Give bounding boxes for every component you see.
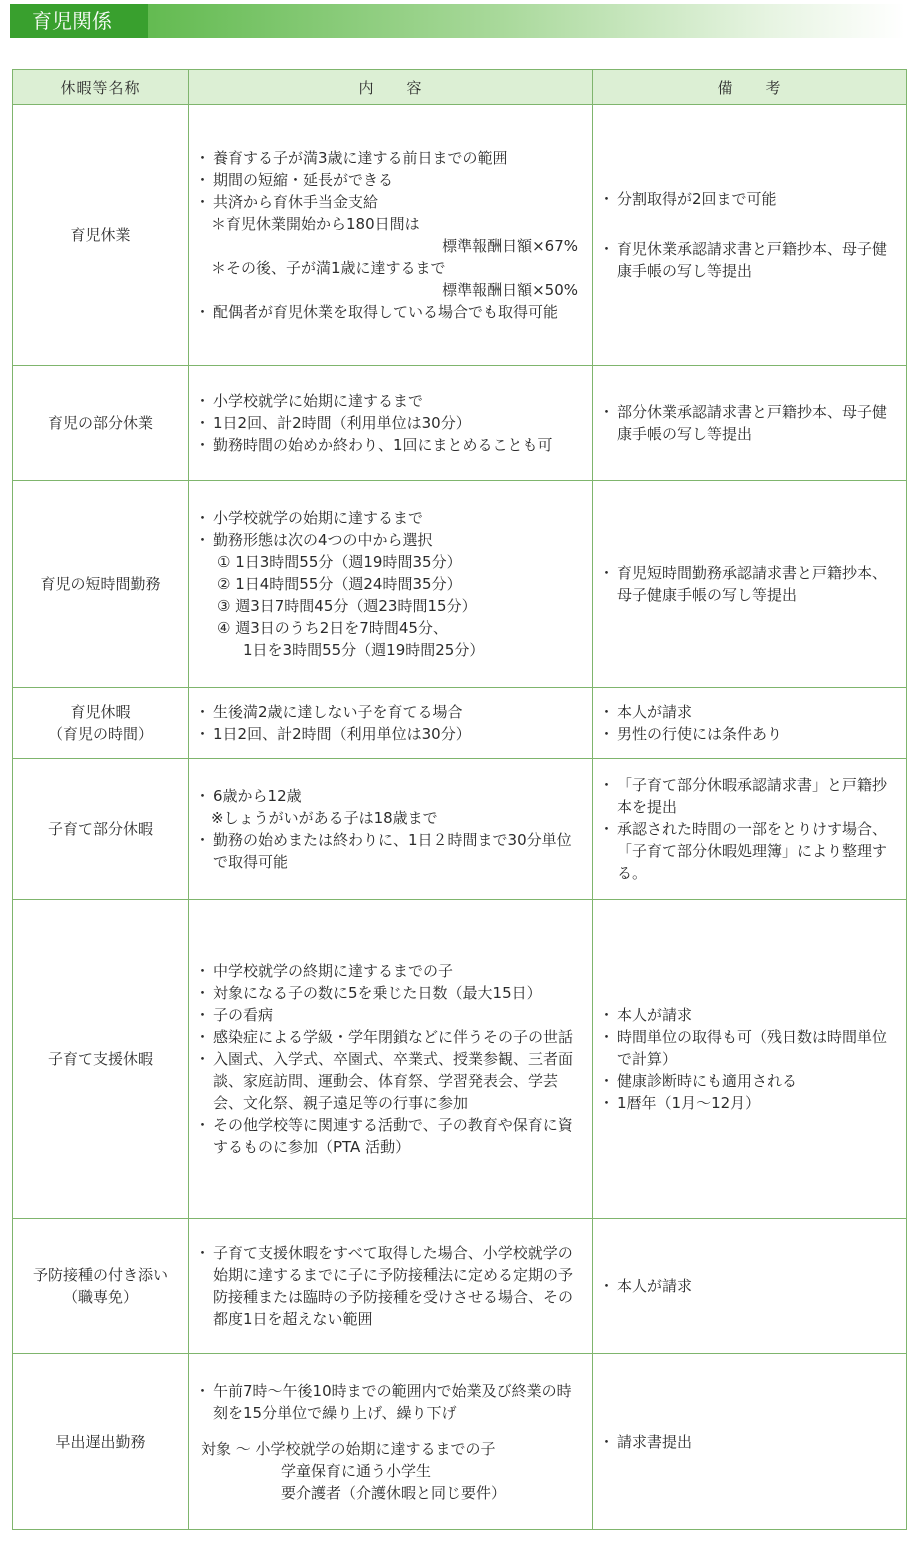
content-line: ・ 入園式、入学式、卒園式、卒業式、授業参観、三者面談、家庭訪問、運動会、体育祭、学習発表会、学芸会、文化祭、親子遠足等の行事に参加	[197, 1048, 582, 1114]
content-line: ・ 子の看病	[197, 1004, 582, 1026]
content-line: ① 1日3時間55分（週19時間35分）	[217, 553, 462, 571]
content-line: ・ 感染症による学級・学年閉鎖などに伴うその子の世話	[197, 1026, 582, 1048]
content-line: ・ 生後満2歳に達しない子を育てる場合	[197, 701, 582, 723]
table-body	[13, 105, 907, 1530]
content-line: 学童保育に通う小学生	[281, 1461, 432, 1480]
content-cell	[189, 366, 593, 481]
remarks-line: ・ 育児短時間勤務承認請求書と戸籍抄本、母子健康手帳の写し等提出	[601, 562, 896, 606]
content-line: ・ 勤務形態は次の4つの中から選択	[197, 529, 582, 551]
content-cell	[189, 1354, 593, 1530]
leave-name-cell	[13, 759, 189, 900]
content-line: ・ 6歳から12歳	[197, 785, 582, 807]
table-row	[13, 105, 907, 366]
remarks-cell	[593, 366, 907, 481]
remarks-line: ・ 承認された時間の一部をとりけす場合、「子育て部分休暇処理簿」により整理する。	[601, 818, 896, 884]
content-line: 1日を3時間55分（週19時間25分）	[243, 641, 485, 659]
remarks-cell	[593, 759, 907, 900]
remarks-line: ・ 分割取得が2回まで可能	[601, 188, 896, 210]
leave-name: 育児の部分休業	[47, 414, 153, 432]
remarks-line: ・ 健康診断時にも適用される	[601, 1070, 896, 1092]
content-line: ・ 勤務時間の始めか終わり、1回にまとめることも可	[197, 434, 582, 456]
remarks-line: ・ 部分休業承認請求書と戸籍抄本、母子健康手帳の写し等提出	[601, 401, 896, 445]
leave-name-cell	[13, 481, 189, 688]
header-leave-name: 休暇等名称	[13, 70, 189, 105]
content-line: ・ 1日2回、計2時間（利用単位は30分）	[197, 412, 582, 434]
content-cell	[189, 688, 593, 759]
leave-name-cell	[13, 688, 189, 759]
content-line: ・ 小学校就学の始期に達するまで	[197, 507, 582, 529]
table-row	[13, 1219, 907, 1354]
remarks-line: ・ 「子育て部分休暇承認請求書」と戸籍抄本を提出	[601, 774, 896, 818]
remarks-cell	[593, 1219, 907, 1354]
content-line: ・ 期間の短縮・延長ができる	[197, 169, 582, 191]
table-row	[13, 366, 907, 481]
content-line: 標準報酬日額×67%	[442, 237, 578, 255]
remarks-cell	[593, 688, 907, 759]
leave-name: （職専免）	[62, 1288, 138, 1306]
content-line: 標準報酬日額×50%	[442, 281, 578, 299]
remarks-line: ・ 育児休業承認請求書と戸籍抄本、母子健康手帳の写し等提出	[601, 238, 896, 282]
table-row	[13, 688, 907, 759]
content-line: ・ 共済から育休手当金支給	[197, 191, 582, 213]
leave-name-cell	[13, 1219, 189, 1354]
leave-name-cell	[13, 1354, 189, 1530]
leave-name: 育児休業	[70, 226, 131, 244]
content-line: ・ 1日2回、計2時間（利用単位は30分）	[197, 723, 582, 745]
leave-name-cell	[13, 366, 189, 481]
leave-name-cell	[13, 105, 189, 366]
content-line: ・ その他学校等に関連する活動で、子の教育や保育に資するものに参加（PTA 活動）	[197, 1114, 582, 1158]
remarks-line: ・ 1暦年（1月～12月）	[601, 1092, 896, 1114]
leave-name: 育児休暇	[70, 703, 131, 721]
remarks-line: ・ 本人が請求	[601, 701, 896, 723]
remarks-line: ・ 男性の行使には条件あり	[601, 723, 896, 745]
remarks-cell	[593, 900, 907, 1219]
content-line: ※しょうがいがある子は18歳まで	[211, 809, 438, 827]
content-line: 要介護者（介護休暇と同じ要件）	[281, 1483, 507, 1502]
content-line: ② 1日4時間55分（週24時間35分）	[217, 575, 462, 593]
content-cell	[189, 105, 593, 366]
leave-table	[12, 69, 907, 1530]
remarks-line	[601, 210, 896, 224]
content-cell	[189, 1219, 593, 1354]
content-line: ・ 勤務の始めまたは終わりに、1日２時間まで30分単位で取得可能	[197, 829, 582, 873]
remarks-cell	[593, 481, 907, 688]
content-line: ③ 週3日7時間45分（週23時間15分）	[217, 597, 477, 615]
header-content: 内 容	[189, 70, 593, 105]
table-row	[13, 481, 907, 688]
section-banner	[10, 4, 905, 38]
table-row	[13, 1354, 907, 1530]
leave-name: 子育て部分休暇	[47, 820, 153, 838]
remarks-line	[601, 224, 896, 238]
content-cell	[189, 900, 593, 1219]
leave-name: 子育て支援休暇	[47, 1050, 153, 1068]
content-line: ＊育児休業開始から180日間は	[211, 215, 420, 233]
remarks-line: ・ 本人が請求	[601, 1275, 896, 1297]
content-line: ④ 週3日のうち2日を7時間45分、	[217, 619, 448, 637]
remarks-cell	[593, 1354, 907, 1530]
content-line: ・ 子育て支援休暇をすべて取得した場合、小学校就学の始期に達するまでに子に予防接種法に定める定期の予防接種または臨時の予防接種を受けさせる場合、その都度1日を超えない範囲	[197, 1242, 582, 1330]
header-remarks: 備 考	[593, 70, 907, 105]
leave-name: 育児の短時間勤務	[40, 575, 161, 593]
leave-name: 予防接種の付き添い	[32, 1266, 168, 1284]
content-line: 対象 ～ 小学校就学の始期に達するまでの子	[201, 1439, 496, 1458]
table-header-row	[13, 70, 907, 105]
table-row	[13, 900, 907, 1219]
leave-name-cell	[13, 900, 189, 1219]
table-row	[13, 759, 907, 900]
content-line: ・ 配偶者が育児休業を取得している場合でも取得可能	[197, 301, 582, 323]
remarks-line: ・ 本人が請求	[601, 1004, 896, 1026]
leave-name: 早出遅出勤務	[55, 1432, 146, 1451]
content-line: ・ 中学校就学の終期に達するまでの子	[197, 960, 582, 982]
content-line: ・ 小学校就学に始期に達するまで	[197, 390, 582, 412]
content-line: ・ 養育する子が満3歳に達する前日までの範囲	[197, 147, 582, 169]
content-cell	[189, 481, 593, 688]
leave-name: （育児の時間）	[47, 725, 153, 743]
remarks-line: ・ 時間単位の取得も可（残日数は時間単位で計算）	[601, 1026, 896, 1070]
remarks-cell	[593, 105, 907, 366]
remarks-line: ・ 請求書提出	[601, 1431, 896, 1453]
content-line: ・ 午前7時～午後10時までの範囲内で始業及び終業の時刻を15分単位で繰り上げ、繰り下げ	[197, 1380, 582, 1424]
content-line	[197, 1424, 582, 1438]
content-cell	[189, 759, 593, 900]
content-line: ＊その後、子が満1歳に達するまで	[211, 259, 446, 277]
content-line: ・ 対象になる子の数に5を乗じた日数（最大15日）	[197, 982, 582, 1004]
section-title: 育児関係	[10, 4, 148, 38]
